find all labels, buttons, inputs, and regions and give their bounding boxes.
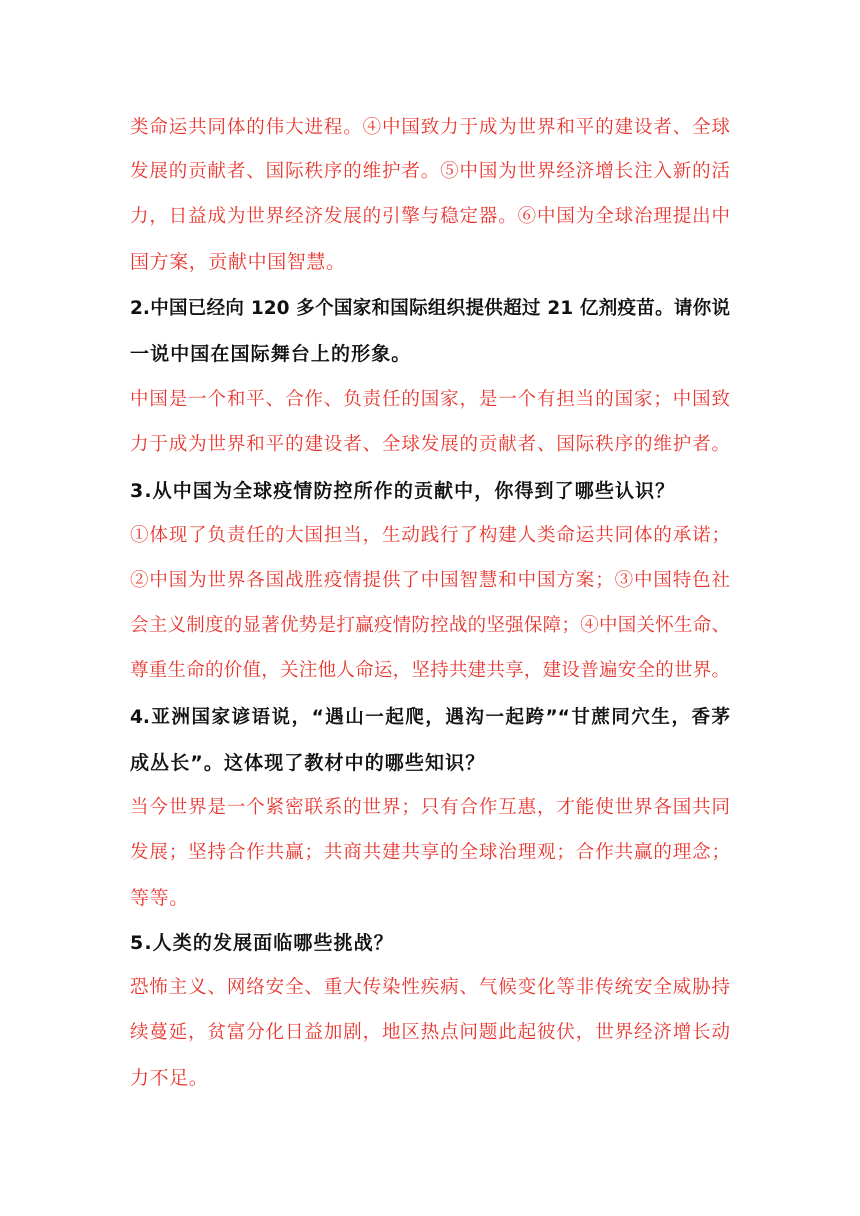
question-2-line: 2.中国已经向 120 多个国家和国际组织提供超过 21 亿剂疫苗。请你说 (130, 298, 730, 319)
question-4-line: 成丛长”。这体现了教材中的哪些知识？ (130, 752, 486, 774)
answer-line: 等等。 (130, 887, 189, 909)
answer-line: 中国是一个和平、合作、负责任的国家，是一个有担当的国家；中国致 (130, 389, 730, 410)
answer-line: 类命运共同体的伟大进程。④中国致力于成为世界和平的建设者、全球 (130, 117, 730, 138)
answer-line: 发展的贡献者、国际秩序的维护者。⑤中国为世界经济增长注入新的活 (130, 161, 730, 182)
answer-line: 尊重生命的价值，关注他人命运，坚持共建共享，建设普遍安全的世界。 (130, 660, 730, 681)
question-3-line: 3.从中国为全球疫情防控所作的贡献中，你得到了哪些认识？ (130, 480, 676, 502)
answer-line: 续蔓延，贫富分化日益加剧，地区热点问题此起彼伏，世界经济增长动 (130, 1022, 730, 1043)
question-4-line: 4.亚洲国家谚语说，“遇山一起爬，遇沟一起跨”“甘蔗同穴生，香茅 (130, 707, 730, 728)
answer-line: 力于成为世界和平的建设者、全球发展的贡献者、国际秩序的维护者。 (130, 434, 730, 455)
answer-line: 当今世界是一个紧密联系的世界；只有合作互惠，才能使世界各国共同 (130, 797, 730, 818)
answer-line: 恐怖主义、网络安全、重大传染性疾病、气候变化等非传统安全威胁持 (130, 977, 730, 998)
answer-line: 力不足。 (130, 1067, 209, 1089)
answer-line: ②中国为世界各国战胜疫情提供了中国智慧和中国方案；③中国特色社 (130, 570, 730, 591)
answer-line: ①体现了负责任的大国担当，生动践行了构建人类命运共同体的承诺； (130, 525, 730, 546)
answer-line: 会主义制度的显著优势是打赢疫情防控战的坚强保障；④中国关怀生命、 (130, 615, 730, 636)
question-2-line: 一说中国在国际舞台上的形象。 (130, 343, 412, 365)
answer-line: 国方案，贡献中国智慧。 (130, 251, 346, 273)
answer-line: 力，日益成为世界经济发展的引擎与稳定器。⑥中国为全球治理提出中 (130, 206, 730, 227)
answer-line: 发展；坚持合作共赢；共商共建共享的全球治理观；合作共赢的理念； (130, 842, 730, 863)
question-5-line: 5.人类的发展面临哪些挑战？ (130, 932, 394, 954)
